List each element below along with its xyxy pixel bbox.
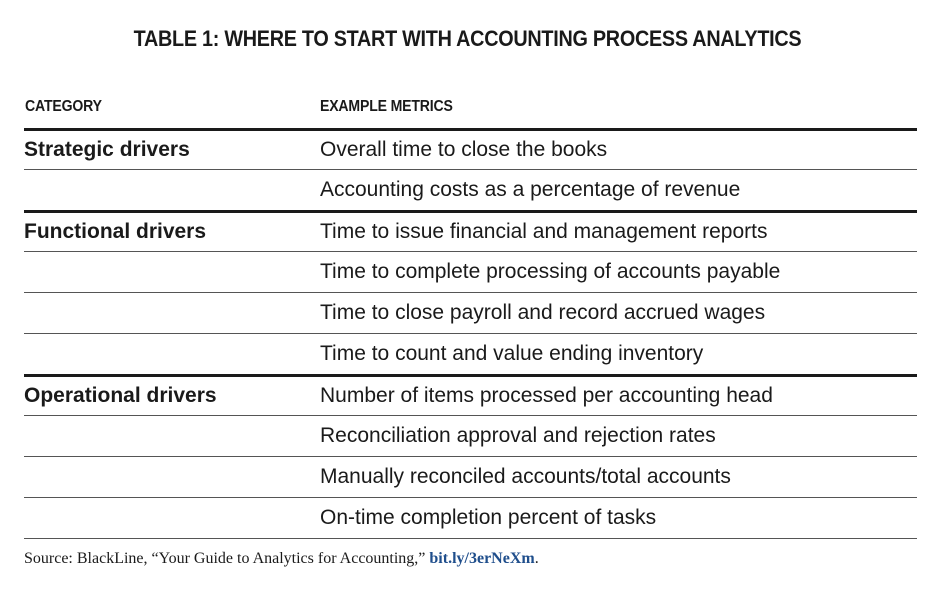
metric-cell: Time to close payroll and record accrued wages [320, 301, 766, 324]
table-title: TABLE 1: WHERE TO START WITH ACCOUNTING PROCESS ANALYTICS [133, 26, 802, 51]
category-cell: Operational drivers [24, 384, 217, 407]
source-link[interactable]: bit.ly/3erNeXm [429, 550, 535, 567]
metrics-table [24, 92, 917, 539]
category-cell: Strategic drivers [24, 138, 190, 161]
table-row [24, 169, 917, 210]
table-header [24, 92, 917, 128]
metric-cell: Time to count and value ending inventory [320, 342, 704, 365]
table-row [24, 292, 917, 333]
table-row [24, 456, 917, 497]
source-end: . [534, 550, 539, 567]
metric-cell: Time to issue financial and management reports [320, 220, 768, 243]
table-row [24, 210, 917, 251]
column-header-category: CATEGORY [25, 98, 102, 115]
metric-cell: Number of items processed per accounting head [320, 384, 773, 407]
metric-cell: On-time completion percent of tasks [320, 506, 657, 529]
table-row [24, 251, 917, 292]
metric-cell: Overall time to close the books [320, 138, 608, 161]
column-header-metrics: EXAMPLE METRICS [320, 98, 453, 115]
table-row [24, 374, 917, 415]
metric-cell: Manually reconciled accounts/total accounts [320, 465, 731, 488]
table-row [24, 128, 917, 169]
table-row [24, 415, 917, 456]
metric-cell: Time to complete processing of accounts payable [320, 260, 781, 283]
category-cell: Functional drivers [24, 220, 207, 243]
source-text: Source: BlackLine, “Your Guide to Analytics for Accounting,” [24, 550, 426, 567]
table-row [24, 333, 917, 374]
table-row [24, 497, 917, 539]
metric-cell: Reconciliation approval and rejection rates [320, 424, 716, 447]
metric-cell: Accounting costs as a percentage of revenue [320, 178, 741, 201]
source-note [24, 550, 539, 568]
